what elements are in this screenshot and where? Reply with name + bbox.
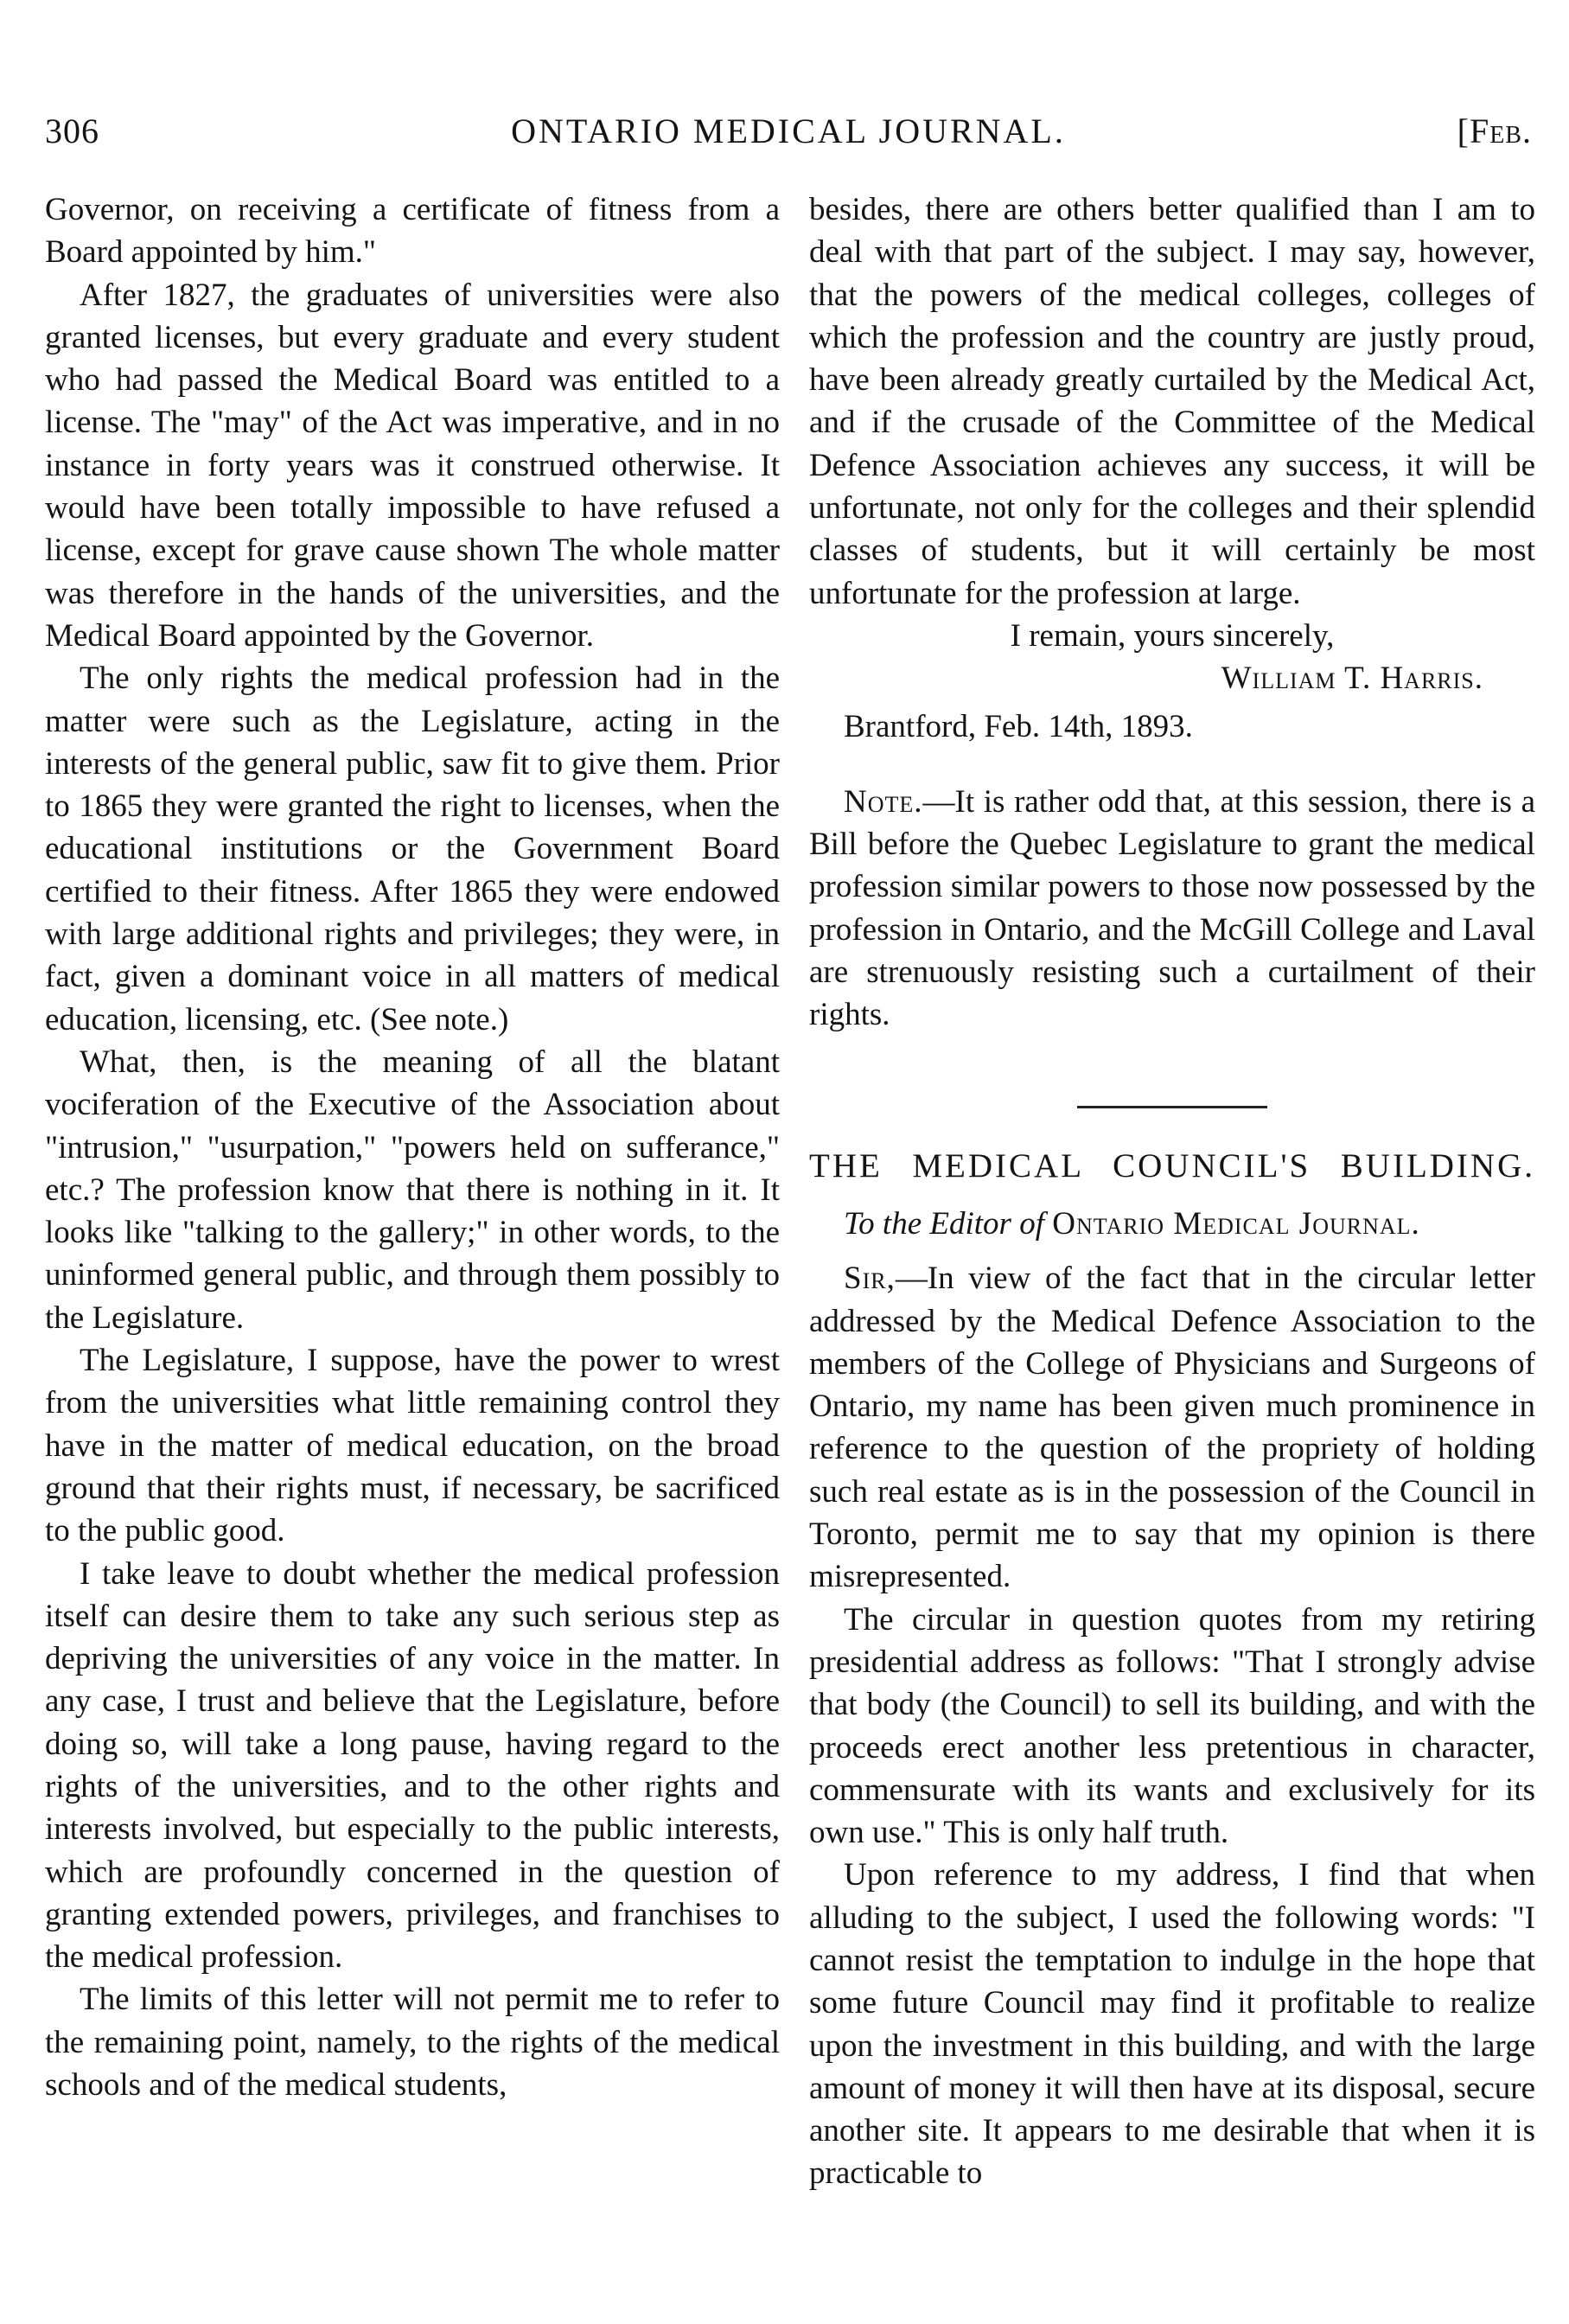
- paragraph: besides, there are others better qualified than I am to deal with that part of the subject. I may say, however, that the powers of the medical colleges, colleges of which the profession and the country are justly proud, have been already greatly curtailed by the Medical Act, and if the crusade of the Committee of the Medical Defence Association achieves any success, it will be unfortunate, not only for the colleges and their splendid classes of students, but it will certainly be most unfortunate for the profession at large.: [809, 192, 1535, 611]
- letter-place-date: Brantford, Feb. 14th, 1893.: [844, 708, 1193, 744]
- section-title: THE MEDICAL COUNCIL'S BUILDING.: [809, 1146, 1535, 1184]
- section-divider: [1077, 1106, 1267, 1108]
- paragraph: The only rights the medical profession had in the matter were such as the Legislature, acting in the interests of the general public, saw fit to give them. Prior to 1865 they were granted the right to licenses, when the educational institutions or the Government Board certified to their fitness. After 1865 they were endowed with large additional rights and privileges; they were, in fact, given a dominant voice in all matters of medical education, licensing, etc. (See note.): [45, 661, 780, 1038]
- paragraph: The circular in question quotes from my retiring presidential address as follows: "That I strongly advise that body (the Council) to sell its building, and with the proceeds erect another less pretentious in character, commensurate with its wants and exclusively for its own use." This is only half truth.: [809, 1601, 1535, 1851]
- header-month: [Feb.: [1457, 112, 1532, 150]
- letter-closing: I remain, yours sincerely,: [1010, 617, 1335, 654]
- editor-journal: Ontario Medical Journal.: [1052, 1205, 1420, 1242]
- paragraph: What, then, is the meaning of all the blatant vociferation of the Executive of the Association about "intrusion," "usurpation," "powers held on sufferance," etc.? The profession know that there is nothing in it. It looks like "talking to the gallery;" in other words, to the uninformed general public, and through them possibly to the Legislature.: [45, 1044, 780, 1336]
- editor-note: [809, 781, 1535, 1037]
- editor-prefix: To the Editor of: [844, 1205, 1044, 1242]
- page-header: [45, 111, 1532, 163]
- paragraph: After 1827, the graduates of universities were also granted licenses, but every graduate and every student who had passed the Medical Board was entitled to a license. The "may" of the Act was imperative, and in no instance in forty years was it construed otherwise. It would have been totally impossible to have refused a license, except for grave cause shown The whole matter was therefore in the hands of the universities, and the Medical Board appointed by the Governor.: [45, 277, 780, 654]
- paragraph: The limits of this letter will not permit me to refer to the remaining point, namely, to the rights of the medical schools and of the medical students,: [45, 1982, 780, 2104]
- page-number: 306: [45, 112, 99, 150]
- salutation: Sir,: [844, 1261, 896, 1297]
- paragraph: The Legislature, I suppose, have the power to wrest from the universities what little remaining control they have in the matter of medical education, on the broad ground that their rights must, if necessary, be sacrificed to the public good.: [45, 1343, 780, 1549]
- editor-address: [809, 1203, 1535, 1245]
- letter-signature: William T. Harris.: [1221, 661, 1483, 697]
- left-column: [45, 188, 780, 2106]
- paragraph: Governor, on receiving a certificate of fitness from a Board appointed by him.": [45, 192, 780, 271]
- journal-title: ONTARIO MEDICAL JOURNAL.: [511, 112, 1066, 150]
- paragraph: [809, 1257, 1535, 1598]
- paragraph: I take leave to doubt whether the medical profession itself can desire them to take any such serious step as depriving the universities of any voice in the matter. In any case, I trust and believe that the Legislature, before doing so, will take a long pause, having regard to the rights of the universities, and to the other rights and interests involved, but especially to the public interests, which are profoundly concerned in the question of granting extended powers, privileges, and franchises to the medical profession.: [45, 1555, 780, 1976]
- note-text: —It is rather odd that, at this session, there is a Bill before the Quebec Legislature to grant the medical profession similar powers to those now possessed by the profession in Ontario, and the McGill College and Laval are strenuously resisting such a curtailment of their rights.: [809, 783, 1535, 1033]
- right-column: [809, 188, 1535, 2195]
- paragraph: Upon reference to my address, I find that when alluding to the subject, I used the following words: "I cannot resist the temptation to indulge in the hope that some future Council may find it profitable to realize upon the investment in this building, and with the large amount of money it will then have at its disposal, secure another site. It appears to me desirable that when it is practicable to: [809, 1857, 1535, 2192]
- paragraph-text: —In view of the fact that in the circular letter addressed by the Medical Defence Association to the members of the College of Physicians and Surgeons of Ontario, my name has been given much prominence in reference to the question of the propriety of holding such real estate as is in the possession of the Council in Toronto, permit me to say that my opinion is there misrepresented.: [809, 1261, 1535, 1595]
- note-label: Note.: [844, 783, 923, 820]
